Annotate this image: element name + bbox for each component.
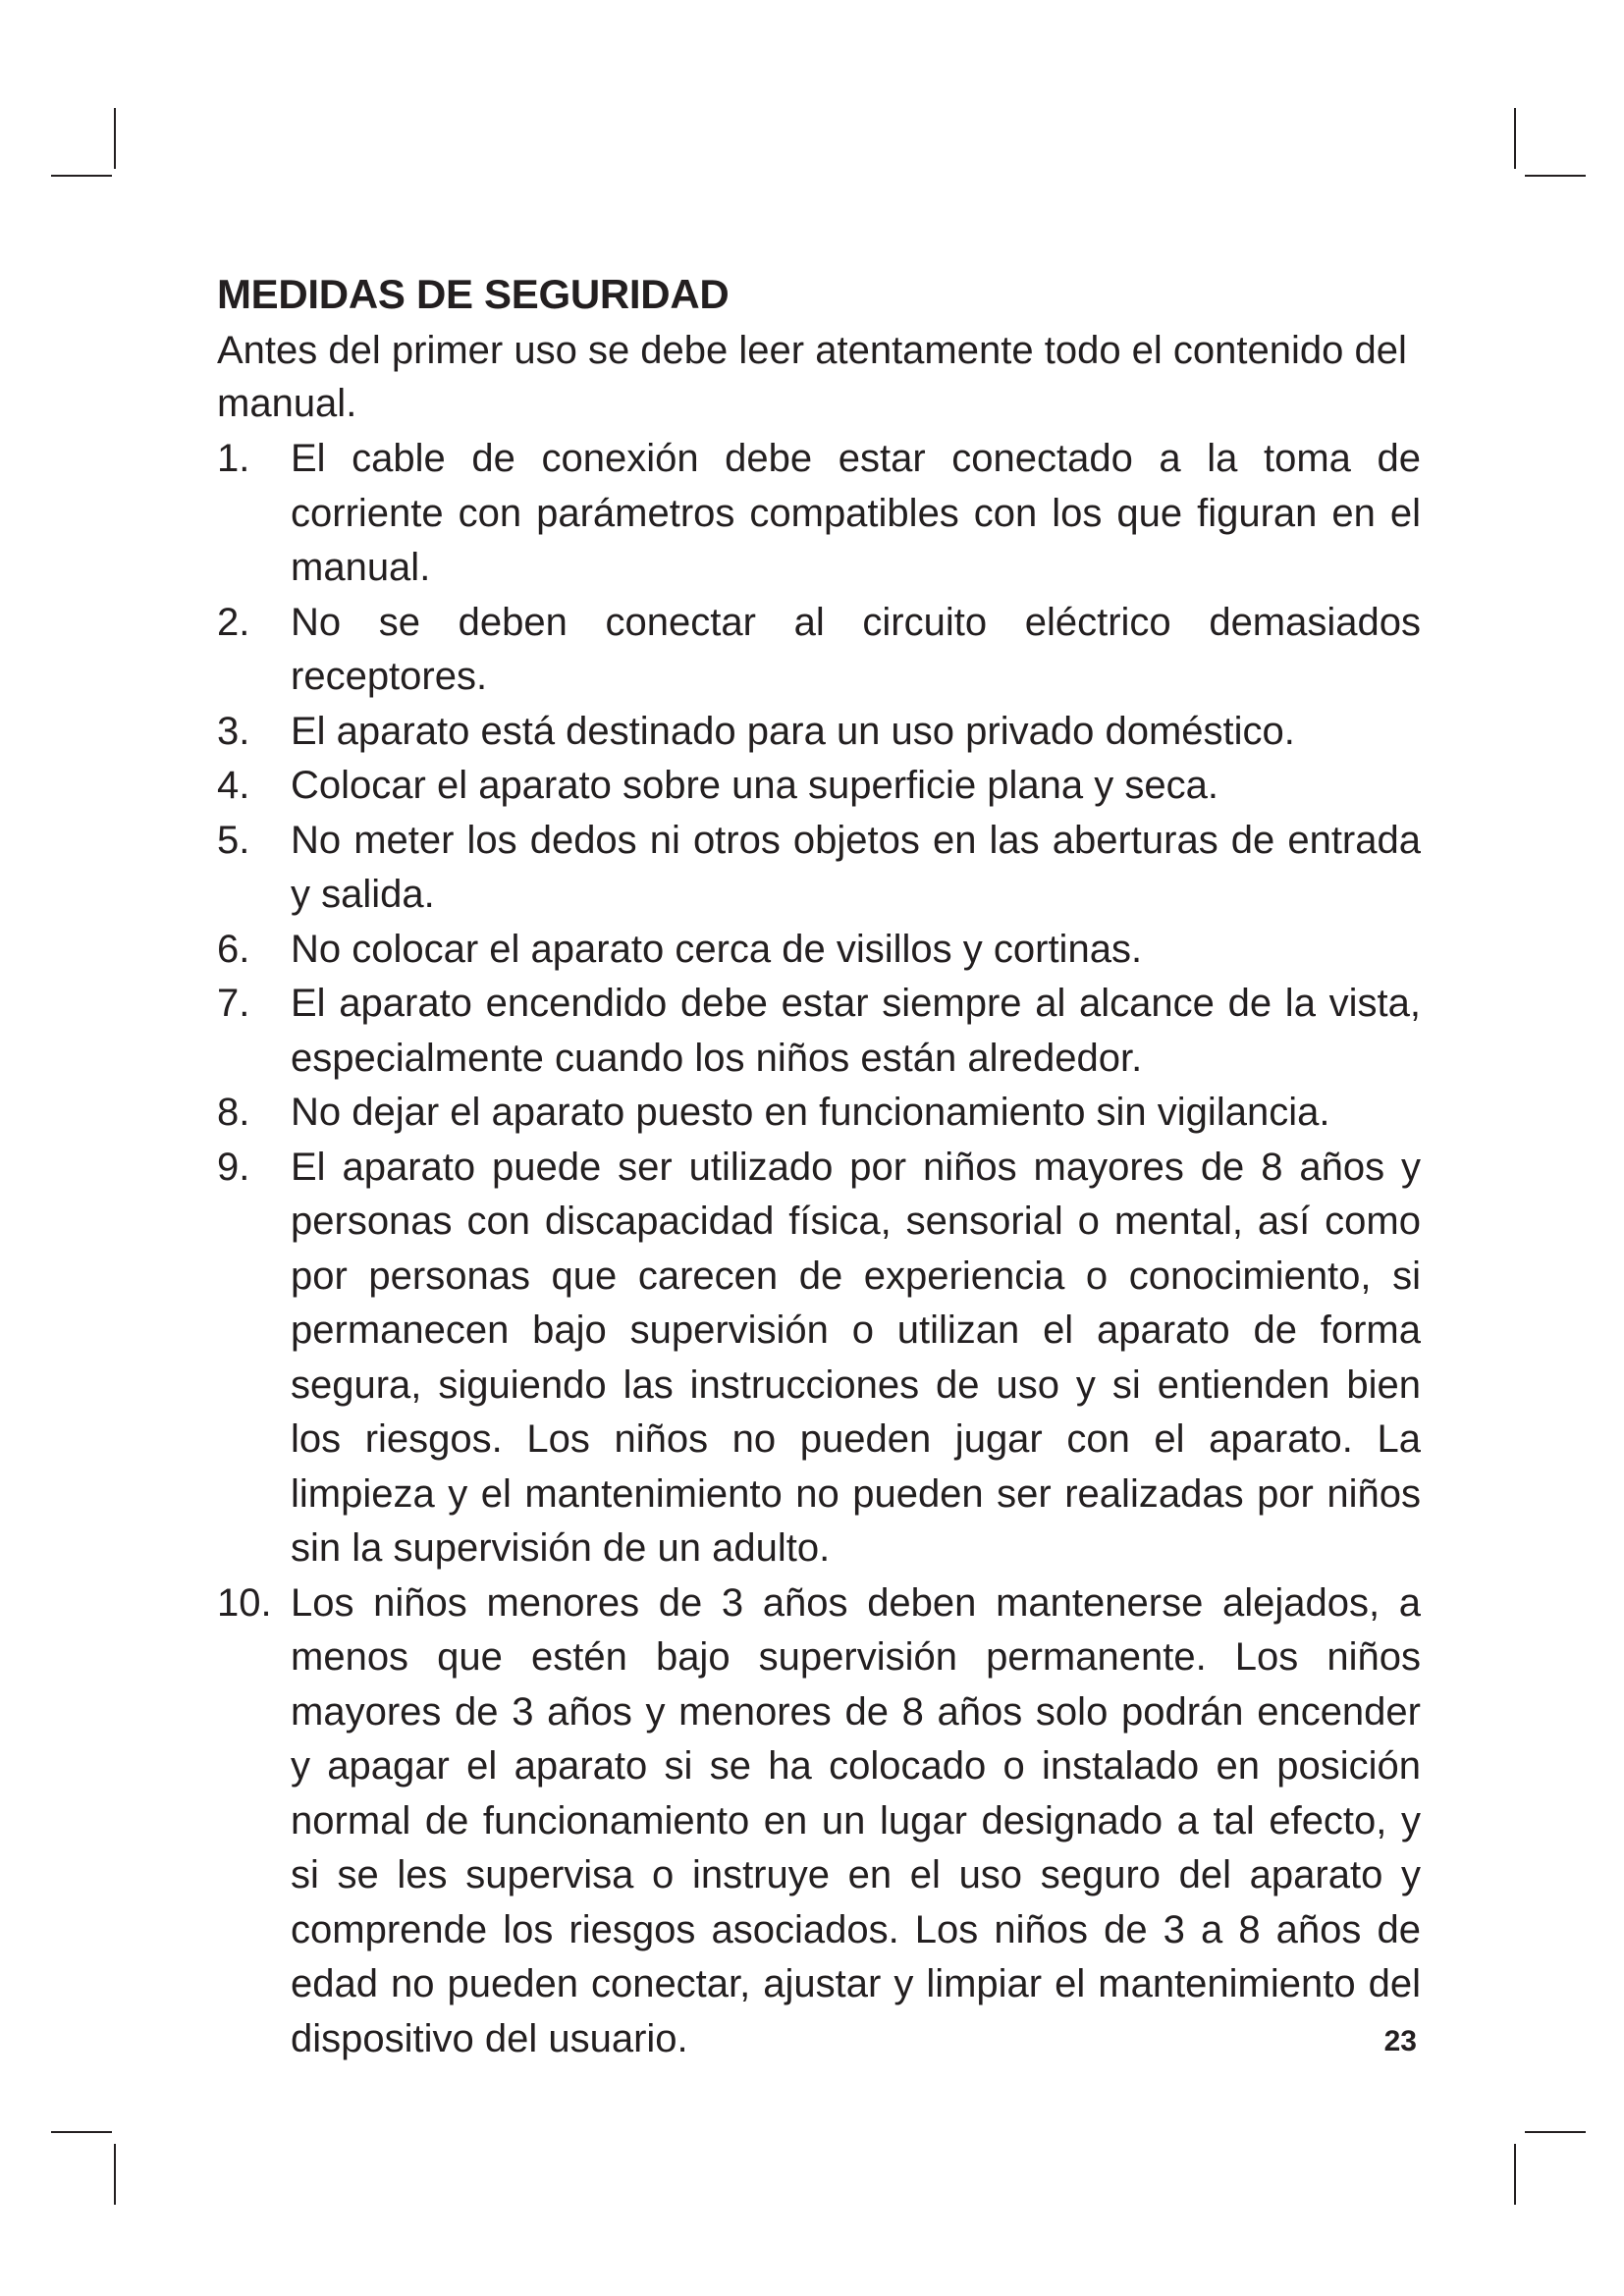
list-item-text: Los niños menores de 3 años deben mantenerse alejados, a menos que estén bajo supervisión permanente. Los niños mayores de 3 años y menores de 8 años solo podrán encender y apagar el aparato si se ha colocado o instalado en posición normal de funcionamiento en un lugar designado a tal efecto, y si se les supervisa o instruye en el uso seguro del aparato y comprende los riesgos asociados. Los niños de 3 a 8 años de edad no pueden conectar, ajustar y limpiar el mantenimiento del dispositivo del usuario. [291, 1580, 1421, 2060]
crop-mark-bottom-left-vertical [114, 2144, 116, 2205]
list-item-text: El aparato está destinado para un uso privado doméstico. [291, 709, 1295, 753]
list-item-text: El cable de conexión debe estar conectado a la toma de corriente con parámetros compatibles con los que figuran en el manual. [291, 437, 1421, 589]
intro-paragraph: Antes del primer uso se debe leer atentamente todo el contenido del manual. [217, 329, 1407, 425]
list-item [217, 1141, 1421, 1576]
list-item-number: 7. [217, 982, 250, 1025]
list-item-number: 6. [217, 927, 250, 971]
list-item-text: No se deben conectar al circuito eléctrico demasiados receptores. [291, 600, 1421, 698]
list-item-number: 5. [217, 818, 250, 862]
list-item-text: Colocar el aparato sobre una superficie plana y seca. [291, 764, 1218, 807]
page-title: MEDIDAS DE SEGURIDAD [217, 271, 730, 317]
list-item [217, 814, 1421, 923]
list-item-number: 4. [217, 764, 250, 807]
list-item-text: El aparato puede ser utilizado por niños mayores de 8 años y personas con discapacidad física, sensorial o mental, así como por personas que carecen de experiencia o conocimiento, si permanecen bajo supervisión o utilizan el aparato de forma segura, siguiendo las instrucciones de uso y si entienden bien los riesgos. Los niños no pueden jugar con el aparato. La limpieza y el mantenimiento no pueden ser realizadas por niños sin la supervisión de un adulto. [291, 1145, 1421, 1570]
crop-mark-top-left-vertical [114, 108, 116, 169]
list-item-number: 10. [217, 1580, 272, 1625]
page-content [217, 267, 1421, 2066]
safety-list [217, 432, 1421, 2066]
list-item [217, 977, 1421, 1086]
list-item [217, 923, 1421, 978]
list-item [217, 596, 1421, 705]
list-item-text: No colocar el aparato cerca de visillos y cortinas. [291, 927, 1143, 971]
list-item-number: 1. [217, 437, 250, 480]
list-item-text: No meter los dedos ni otros objetos en las aberturas de entrada y salida. [291, 818, 1421, 916]
list-item-text: El aparato encendido debe estar siempre al alcance de la vista, especialmente cuando los niños están alrededor. [291, 982, 1421, 1080]
list-item [217, 432, 1421, 596]
list-item [217, 759, 1421, 814]
page-number: 23 [1383, 2025, 1417, 2057]
crop-mark-top-right-vertical [1514, 108, 1516, 169]
crop-mark-top-left-horizontal [51, 175, 112, 177]
crop-mark-top-right-horizontal [1525, 175, 1586, 177]
crop-mark-bottom-right-horizontal [1525, 2131, 1586, 2133]
crop-mark-bottom-left-horizontal [51, 2131, 112, 2133]
list-item [217, 1086, 1421, 1141]
list-item-text: No dejar el aparato puesto en funcionamiento sin vigilancia. [291, 1091, 1330, 1134]
list-item-number: 9. [217, 1145, 250, 1189]
list-item-number: 8. [217, 1091, 250, 1134]
list-item [217, 1576, 1421, 2067]
list-item [217, 705, 1421, 760]
crop-mark-bottom-right-vertical [1514, 2144, 1516, 2205]
list-item-number: 2. [217, 600, 250, 644]
list-item-number: 3. [217, 709, 250, 753]
